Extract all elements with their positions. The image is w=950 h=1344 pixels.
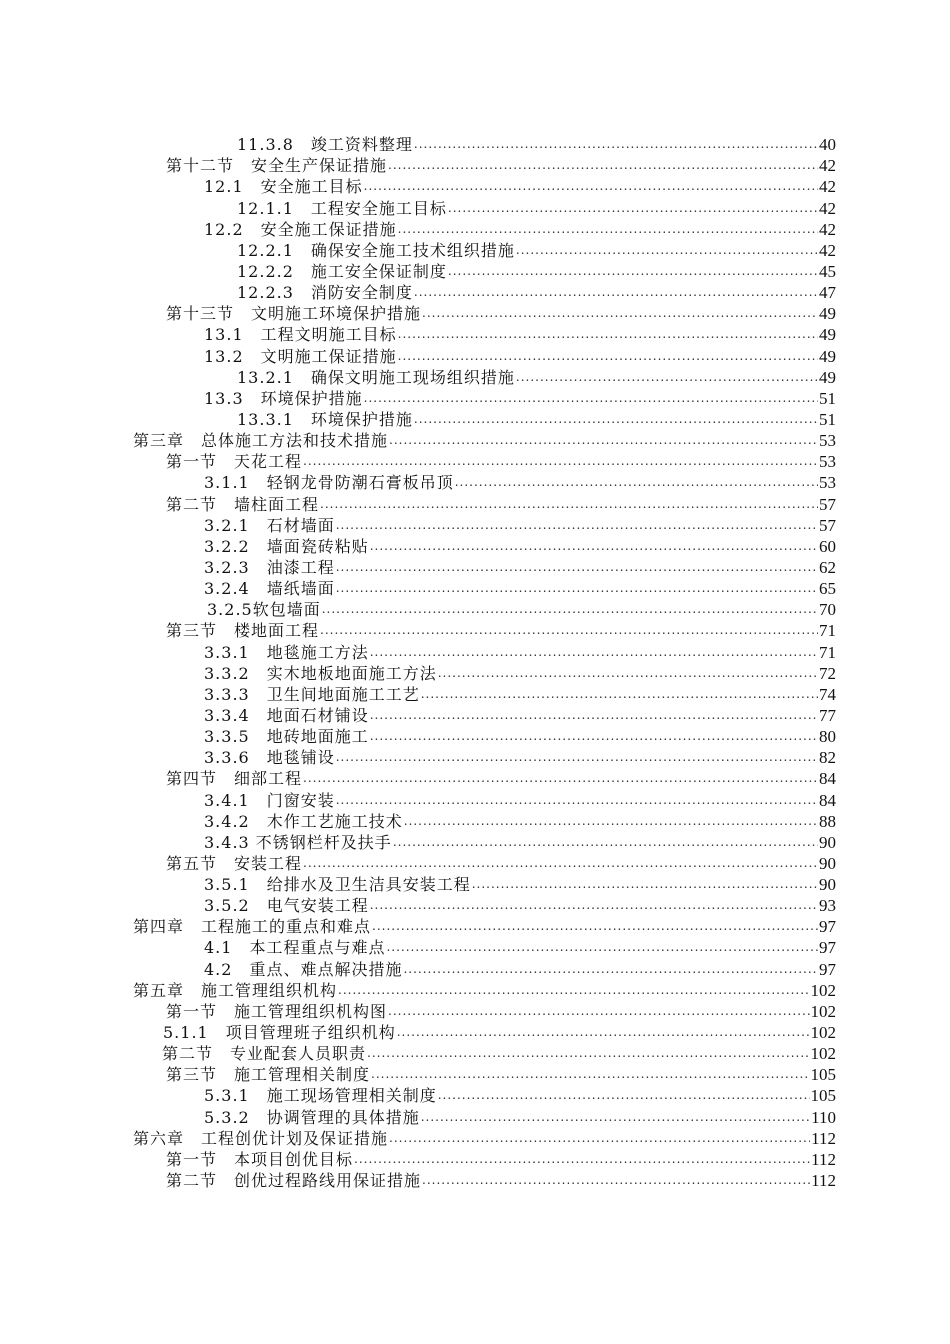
toc-entry[interactable] [0, 747, 950, 768]
toc-dot-leader [336, 515, 818, 536]
toc-dot-leader [367, 1043, 809, 1064]
toc-entry-title: 第十二节 安全生产保证措施 [166, 156, 388, 176]
toc-dot-leader [422, 303, 818, 324]
toc-entry-page-number: 49 [819, 325, 836, 345]
toc-entry-title: 4.2 重点、难点解决措施 [204, 959, 403, 979]
toc-entry[interactable] [0, 430, 950, 451]
toc-dot-leader [386, 937, 818, 958]
toc-entry-page-number: 42 [819, 219, 836, 239]
toc-entry-title: 第一节 施工管理组织机构图 [166, 1001, 388, 1021]
toc-entry-page-number: 53 [819, 431, 836, 451]
toc-entry-page-number: 51 [819, 409, 836, 429]
toc-dot-leader [389, 1128, 810, 1149]
toc-entry[interactable] [0, 663, 950, 684]
toc-entry[interactable] [0, 155, 950, 176]
toc-entry[interactable] [0, 515, 950, 536]
toc-entry-title: 3.4.3 不锈钢栏杆及扶手 [204, 832, 392, 852]
toc-entry-title: 第二节 创优过程路线用保证措施 [166, 1171, 422, 1191]
toc-dot-leader [397, 1022, 810, 1043]
toc-entry-title: 第二节 墙柱面工程 [166, 494, 320, 514]
toc-dot-leader [438, 1085, 810, 1106]
toc-entry-title: 第五节 安装工程 [166, 853, 303, 873]
toc-entry-page-number: 90 [819, 832, 836, 852]
toc-entry[interactable] [0, 345, 950, 366]
toc-entry[interactable] [0, 493, 950, 514]
toc-entry[interactable] [0, 1106, 950, 1127]
toc-entry-title: 13.2 文明施工保证措施 [204, 346, 397, 366]
toc-dot-leader [336, 790, 818, 811]
toc-dot-leader [372, 916, 818, 937]
toc-entry-title: 第一节 本项目创优目标 [166, 1149, 354, 1169]
toc-dot-leader [388, 1001, 809, 1022]
toc-entry[interactable] [0, 324, 950, 345]
toc-entry-page-number: 71 [819, 642, 836, 662]
toc-dot-leader [516, 240, 818, 261]
toc-dot-leader [393, 832, 818, 853]
toc-dot-leader [370, 705, 818, 726]
toc-dot-leader [370, 895, 818, 916]
toc-entry-title: 第四章 工程施工的重点和难点 [133, 917, 372, 937]
toc-entry[interactable] [0, 1149, 950, 1170]
toc-entry[interactable] [0, 282, 950, 303]
toc-dot-leader [354, 1149, 810, 1170]
toc-entry-title: 5.3.1 施工现场管理相关制度 [204, 1086, 437, 1106]
toc-entry-page-number: 105 [810, 1086, 836, 1106]
toc-entry[interactable] [0, 176, 950, 197]
toc-dot-leader [303, 768, 818, 789]
toc-entry-page-number: 97 [819, 959, 836, 979]
toc-entry-page-number: 97 [819, 917, 836, 937]
toc-entry[interactable] [0, 388, 950, 409]
toc-entry[interactable] [0, 1085, 950, 1106]
toc-dot-leader [414, 409, 818, 430]
table-of-contents [0, 134, 950, 1191]
toc-entry-title: 3.2.4 墙纸墙面 [204, 579, 335, 599]
toc-entry-title: 第三节 施工管理相关制度 [166, 1065, 371, 1085]
toc-entry[interactable] [0, 641, 950, 662]
toc-entry-title: 第六章 工程创优计划及保证措施 [133, 1128, 389, 1148]
toc-dot-leader [472, 874, 818, 895]
toc-entry-page-number: 49 [819, 346, 836, 366]
toc-dot-leader [421, 1107, 810, 1128]
toc-entry-page-number: 72 [819, 663, 836, 683]
toc-entry[interactable] [0, 557, 950, 578]
toc-entry[interactable] [0, 578, 950, 599]
toc-dot-leader [398, 219, 818, 240]
toc-entry[interactable] [0, 832, 950, 853]
toc-dot-leader [448, 261, 818, 282]
toc-dot-leader [336, 557, 818, 578]
toc-entry-title: 12.2.2 施工安全保证制度 [237, 261, 447, 281]
toc-entry-page-number: 42 [819, 240, 836, 260]
toc-dot-leader [371, 1064, 809, 1085]
toc-entry-page-number: 62 [819, 557, 836, 577]
toc-dot-leader [370, 536, 818, 557]
toc-dot-leader [398, 346, 818, 367]
toc-entry-title: 第二节 专业配套人员职责 [162, 1044, 367, 1064]
toc-dot-leader [422, 1170, 810, 1191]
toc-entry-title: 第五章 施工管理组织机构 [133, 980, 338, 1000]
toc-entry-page-number: 45 [819, 261, 836, 281]
toc-dot-leader [370, 726, 818, 747]
toc-entry-page-number: 65 [819, 579, 836, 599]
toc-entry-page-number: 112 [811, 1149, 836, 1169]
toc-entry-title: 第十三节 文明施工环境保护措施 [166, 304, 422, 324]
toc-entry-page-number: 90 [819, 875, 836, 895]
toc-entry-page-number: 71 [819, 621, 836, 641]
toc-entry[interactable] [0, 451, 950, 472]
toc-entry[interactable] [0, 811, 950, 832]
toc-entry-page-number: 88 [819, 811, 836, 831]
toc-entry-title: 13.3 环境保护措施 [204, 388, 363, 408]
toc-entry-page-number: 93 [819, 896, 836, 916]
toc-entry-title: 5.3.2 协调管理的具体措施 [204, 1107, 420, 1127]
toc-entry-page-number: 102 [810, 1001, 836, 1021]
toc-dot-leader [303, 853, 818, 874]
toc-entry-title: 3.3.4 地面石材铺设 [204, 705, 369, 725]
toc-entry[interactable] [0, 853, 950, 874]
toc-entry[interactable] [0, 1001, 950, 1022]
toc-entry-page-number: 102 [810, 1044, 836, 1064]
toc-entry[interactable] [0, 980, 950, 1001]
toc-entry-page-number: 60 [819, 536, 836, 556]
toc-dot-leader [414, 134, 818, 155]
toc-entry-title: 12.1 安全施工目标 [204, 177, 363, 197]
toc-entry-page-number: 77 [819, 705, 836, 725]
toc-entry-title: 第三章 总体施工方法和技术措施 [133, 431, 389, 451]
toc-dot-leader [421, 684, 818, 705]
toc-entry-page-number: 57 [819, 494, 836, 514]
toc-entry-title: 3.5.2 电气安装工程 [204, 896, 369, 916]
toc-entry-title: 3.1.1 轻钢龙骨防潮石膏板吊顶 [204, 473, 454, 493]
toc-dot-leader [414, 282, 818, 303]
toc-entry-page-number: 42 [819, 177, 836, 197]
toc-entry-page-number: 57 [819, 515, 836, 535]
toc-entry[interactable] [0, 768, 950, 789]
toc-entry-page-number: 49 [819, 304, 836, 324]
toc-entry[interactable] [0, 684, 950, 705]
toc-entry-title: 13.3.1 环境保护措施 [237, 409, 413, 429]
toc-entry[interactable] [0, 874, 950, 895]
toc-entry-title: 3.2.5软包墙面 [207, 600, 321, 620]
toc-entry-title: 3.5.1 给排水及卫生洁具安装工程 [204, 875, 471, 895]
toc-dot-leader [388, 155, 818, 176]
toc-entry-page-number: 82 [819, 748, 836, 768]
toc-entry-title: 3.3.3 卫生间地面施工工艺 [204, 684, 420, 704]
toc-entry-title: 4.1 本工程重点与难点 [204, 938, 386, 958]
toc-dot-leader [516, 367, 818, 388]
toc-entry[interactable] [0, 1022, 950, 1043]
toc-dot-leader [370, 642, 818, 663]
toc-entry-page-number: 47 [819, 283, 836, 303]
toc-dot-leader [448, 198, 818, 219]
toc-entry-page-number: 70 [819, 600, 836, 620]
toc-entry-page-number: 53 [819, 452, 836, 472]
toc-entry-title: 12.2.1 确保安全施工技术组织措施 [237, 240, 515, 260]
toc-entry[interactable] [0, 789, 950, 810]
toc-entry-title: 3.3.2 实木地板地面施工方法 [204, 663, 437, 683]
toc-entry-page-number: 49 [819, 367, 836, 387]
toc-entry[interactable] [0, 240, 950, 261]
toc-dot-leader [404, 811, 818, 832]
toc-entry[interactable] [0, 1170, 950, 1191]
toc-entry-title: 3.2.3 油漆工程 [204, 557, 335, 577]
toc-entry-page-number: 105 [810, 1065, 836, 1085]
toc-entry-title: 5.1.1 项目管理班子组织机构 [163, 1023, 396, 1043]
toc-entry-page-number: 112 [811, 1128, 836, 1148]
toc-dot-leader [398, 324, 818, 345]
toc-dot-leader [338, 980, 809, 1001]
toc-entry-page-number: 84 [819, 769, 836, 789]
toc-entry[interactable] [0, 219, 950, 240]
toc-entry[interactable] [0, 937, 950, 958]
toc-entry-page-number: 102 [810, 980, 836, 1000]
toc-entry[interactable] [0, 895, 950, 916]
toc-entry[interactable] [0, 726, 950, 747]
toc-entry-page-number: 42 [819, 198, 836, 218]
toc-entry-title: 3.3.1 地毯施工方法 [204, 642, 369, 662]
toc-entry-page-number: 112 [811, 1171, 836, 1191]
toc-entry[interactable] [0, 620, 950, 641]
toc-entry-page-number: 42 [819, 156, 836, 176]
toc-entry-title: 第四节 细部工程 [166, 769, 303, 789]
toc-entry-title: 12.1.1 工程安全施工目标 [237, 198, 447, 218]
toc-entry-page-number: 40 [819, 135, 836, 155]
toc-entry-title: 12.2 安全施工保证措施 [204, 219, 397, 239]
toc-entry-title: 13.2.1 确保文明施工现场组织措施 [237, 367, 515, 387]
toc-dot-leader [438, 663, 818, 684]
toc-entry-page-number: 80 [819, 727, 836, 747]
toc-entry-page-number: 84 [819, 790, 836, 810]
toc-entry[interactable] [0, 1128, 950, 1149]
toc-entry[interactable] [0, 367, 950, 388]
toc-dot-leader [303, 451, 818, 472]
toc-dot-leader [320, 494, 818, 515]
toc-entry[interactable] [0, 1064, 950, 1085]
toc-entry-title: 3.4.1 门窗安装 [204, 790, 335, 810]
toc-entry-title: 11.3.8 竣工资料整理 [237, 135, 413, 155]
toc-entry-title: 3.2.2 墙面瓷砖粘贴 [204, 536, 369, 556]
toc-entry[interactable] [0, 958, 950, 979]
toc-dot-leader [389, 430, 818, 451]
toc-entry[interactable] [0, 134, 950, 155]
toc-dot-leader [364, 388, 818, 409]
toc-entry[interactable] [0, 409, 950, 430]
toc-entry-page-number: 110 [811, 1107, 836, 1127]
toc-entry[interactable] [0, 303, 950, 324]
toc-entry-title: 13.1 工程文明施工目标 [204, 325, 397, 345]
toc-entry[interactable] [0, 197, 950, 218]
toc-entry[interactable] [0, 705, 950, 726]
toc-entry-title: 3.3.6 地毯铺设 [204, 748, 335, 768]
toc-entry[interactable] [0, 599, 950, 620]
toc-dot-leader [403, 959, 818, 980]
toc-entry-title: 12.2.3 消防安全制度 [237, 283, 413, 303]
toc-entry-page-number: 90 [819, 853, 836, 873]
toc-entry-page-number: 51 [819, 388, 836, 408]
toc-entry[interactable] [0, 536, 950, 557]
toc-dot-leader [364, 176, 818, 197]
toc-dot-leader [455, 472, 818, 493]
toc-entry[interactable] [0, 472, 950, 493]
toc-dot-leader [336, 578, 818, 599]
toc-entry-title: 3.4.2 木作工艺施工技术 [204, 811, 403, 831]
toc-entry-page-number: 74 [819, 684, 836, 704]
toc-entry-title: 3.2.1 石材墙面 [204, 515, 335, 535]
toc-entry-title: 3.3.5 地砖地面施工 [204, 727, 369, 747]
toc-entry[interactable] [0, 1043, 950, 1064]
toc-entry-title: 第三节 楼地面工程 [166, 621, 320, 641]
toc-dot-leader [320, 620, 818, 641]
toc-dot-leader [336, 747, 818, 768]
toc-entry-page-number: 102 [810, 1023, 836, 1043]
toc-entry[interactable] [0, 916, 950, 937]
toc-entry-title: 第一节 天花工程 [166, 452, 303, 472]
toc-entry[interactable] [0, 261, 950, 282]
toc-entry-page-number: 97 [819, 938, 836, 958]
toc-dot-leader [322, 599, 818, 620]
toc-entry-page-number: 53 [819, 473, 836, 493]
